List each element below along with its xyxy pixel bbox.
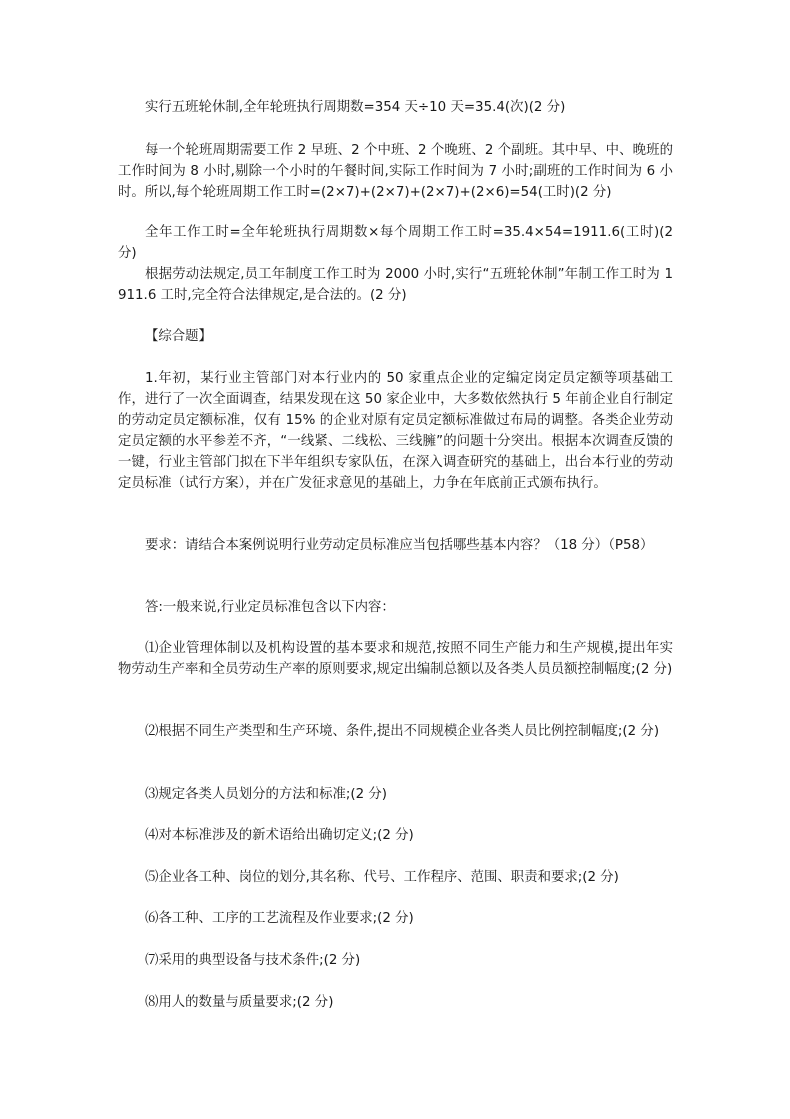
answer-item-7: ⑺采用的典型设备与技术条件;(2 分) [145,953,361,968]
paragraph-shift-cycle: 实行五班轮休制,全年轮班执行周期数=354 天÷10 天=35.4(次)(2 分) [145,100,566,115]
answer-item-4: ⑷对本标准涉及的新术语给出确切定义;(2 分) [145,828,414,843]
answer-item-2: ⑵根据不同生产类型和生产环境、条件,提出不同规模企业各类人员比例控制幅度;(2 分) [145,724,660,739]
paragraph-question: 要求：请结合本案例说明行业劳动定员标准应当包括哪些基本内容？（18 分）（P58） [145,538,654,553]
paragraph-case-description: 1.年初，某行业主管部门对本行业内的 50 家重点企业的定编定岗定员定额等项基础工作，进行了一次全面调查，结果发现在这 50 家企业中，大多数依然执行 5 年前企业自行制定的劳动定员定额标准，仅有 15% 的企业对原有定员定额标准做过布局的调整。各类企业劳动定员定额的水平参差不齐，“一线紧、二线松、三线臃”的问题十分突出。根据本次调查反馈的一键，行业主管部门拟在下半年组织专家队伍，在深入调查研究的基础上，出台本行业的劳动定员标准（试行方案），并在广发征求意见的基础上，力争在年底前正式颁布执行。 [118,371,673,491]
answer-item-5: ⑸企业各工种、岗位的划分,其名称、代号、工作程序、范围、职责和要求;(2 分) [145,870,619,885]
answer-item-3: ⑶规定各类人员划分的方法和标准;(2 分) [145,787,387,802]
answer-item-8: ⑻用人的数量与质量要求;(2 分) [145,995,334,1010]
section-heading: 【综合题】 [145,329,212,344]
paragraph-answer-intro: 答:一般来说,行业定员标准包含以下内容： [145,600,395,615]
answer-item-1: ⑴企业管理体制以及机构设置的基本要求和规范,按照不同生产能力和生产规模,提出年实物劳动生产率和全员劳动生产率的原则要求,规定出编制总额以及各类人员员额控制幅度;(2 分) [118,641,673,677]
paragraph-annual-hours: 全年工作工时=全年轮班执行周期数×每个周期工作工时=35.4×54=1911.6(工时)(2 分) [118,225,673,261]
paragraph-legal-conclusion: 根据劳动法规定,员工年制度工作工时为 2000 小时,实行“五班轮休制”年制工作工时为 1911.6 工时,完全符合法律规定,是合法的。(2 分) [118,267,673,303]
paragraph-cycle-hours: 每一个轮班周期需要工作 2 早班、2 个中班、2 个晚班、2 个副班。其中早、中、晚班的工作时间为 8 小时,剔除一个小时的午餐时间,实际工作时间为 7 小时;副班的工作时间为 6 小时。所以,每个轮班周期工作工时=(2×7)+(2×7)+(2×7)+(2×6)=54(工时)(2 分) [118,143,673,200]
answer-item-6: ⑹各工种、工序的工艺流程及作业要求;(2 分) [145,911,414,926]
